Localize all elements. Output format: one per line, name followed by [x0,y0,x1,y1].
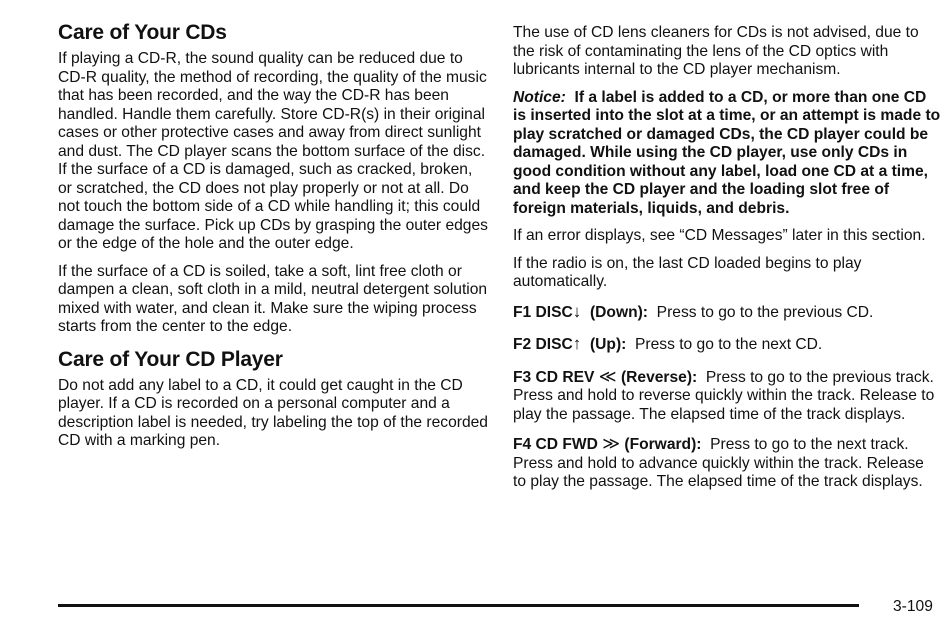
f3-direction: (Reverse): [620,368,698,386]
heading-care-of-cd-player: Care of Your CD Player [58,347,283,371]
f1-disc-down-entry [513,303,941,323]
f3-description: Press to go to the previous track. Press and hold to reverse quickly within the track. Release to play the passage. The elapsed time of the track displays. [513,368,935,423]
paragraph-error-displays: If an error displays, see “CD Messages” later in this section. [513,227,926,244]
paragraph-radio-on: If the radio is on, the last CD loaded begins to play automatically. [513,254,862,290]
f1-direction: (Down): [589,303,648,321]
fast-forward-icon: ≫ [602,434,621,453]
f2-direction: (Up): [589,336,627,353]
paragraph-cleaning: If the surface of a CD is soiled, take a soft, lint free cloth or dampen a clean, soft cloth in a mild, neutral detergent solution mixed with water, and clean it. Make sure the wiping process starts from the center to the edge. [58,262,488,335]
paragraph-cd-r-handling: If playing a CD-R, the sound quality can be reduced due to CD-R quality, the method of recording, the quality of the music that has been recorded, and the way the CD-R has been handled. Handle them carefully. Store CD-R(s) in their original cases or other protective cases and away from direct sunlight and dust. The CD player scans the bottom surface of the disc. If the surface of a CD is damaged, such as cracked, broken, or scratched, the CD does not play properly or not at all. Do not touch the bottom side of a CD while handling it; this could damage the surface. Pick up CDs by grasping the outer edges or the edge of the hole and the outer edge. [58,50,488,252]
f2-description: Press to go to the next CD. [635,336,823,353]
rewind-icon: ≪ [598,366,617,386]
footer-rule [58,604,859,607]
f1-description: Press to go to the previous CD. [656,303,874,321]
down-arrow-icon: ↓ [572,301,582,321]
f4-cd-fwd-entry [513,435,941,492]
notice-text: If a label is added to a CD, or more than one CD is inserted into the slot at a time, or an attempt is made to play scratched or damaged CDs, the CD player could be damaged. While using the CD player, use only CDs in good condition without any label, load one CD at a time, and keep the CD player and the loading slot free of foreign materials, liquids, and debris. [513,88,941,217]
f3-label: F3 CD REV [513,368,595,386]
f2-label: F2 DISC [513,336,573,353]
f3-cd-rev-entry [513,368,941,425]
up-arrow-icon: ↑ [572,334,582,353]
notice-block [513,89,941,219]
right-column [513,0,941,492]
left-column [58,0,488,451]
paragraph-labels: Do not add any label to a CD, it could get caught in the CD player. If a CD is recorded on a personal computer and a description label is needed, try labeling the top of the recorded CD with a marking pen. [58,376,488,449]
f4-description: Press to go to the next track. Press and hold to advance quickly within the track. Release to play the passage. The elapsed time of the track displays. [513,436,924,490]
f1-label: F1 DISC [513,303,573,321]
notice-label: Notice: [513,88,566,106]
f4-label: F4 CD FWD [513,436,598,453]
page-number: 3-109 [893,598,933,615]
heading-care-of-cds: Care of Your CDs [58,21,227,44]
f4-direction: (Forward): [624,436,702,453]
paragraph-lens-cleaners: The use of CD lens cleaners for CDs is not advised, due to the risk of contaminating the lens of the CD optics with lubricants internal to the CD player mechanism. [513,24,919,78]
f2-disc-up-entry [513,335,941,355]
